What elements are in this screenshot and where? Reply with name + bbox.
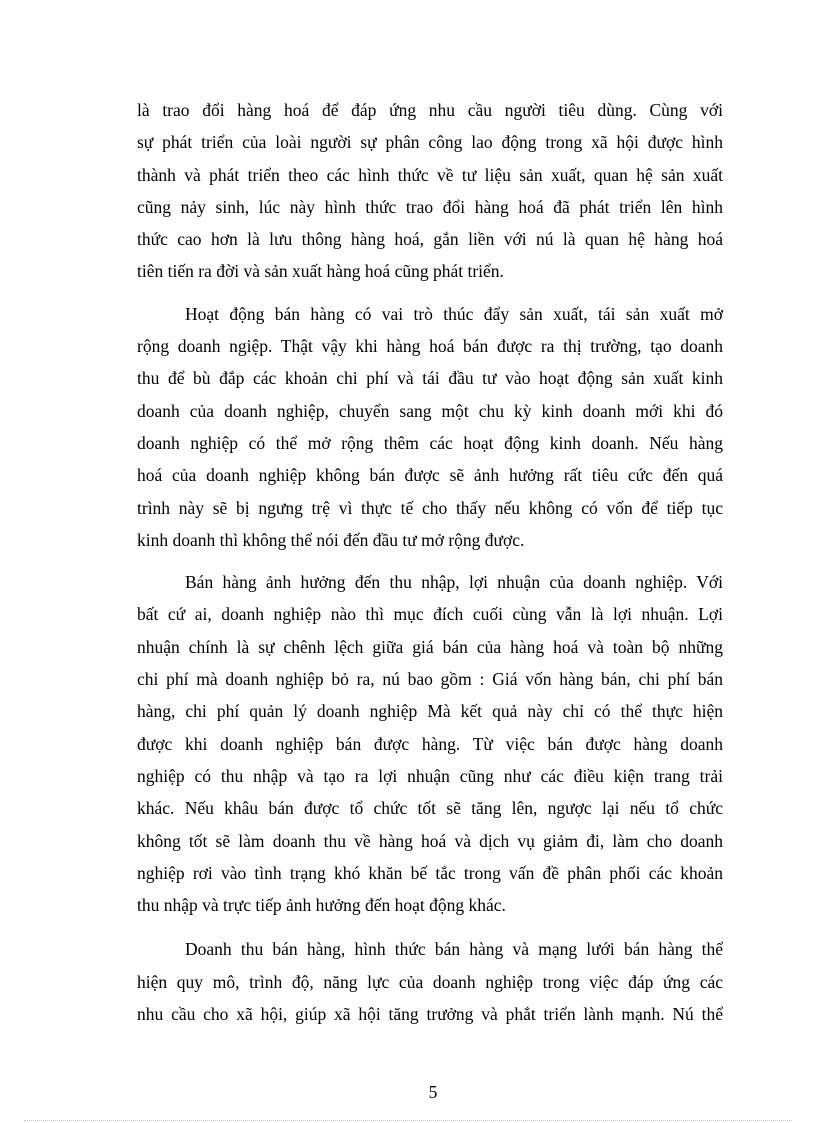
text-line: kinh doanh thì không thể nói đến đầu tư mở rộng được. [137, 529, 525, 550]
paragraph-1 [137, 94, 723, 288]
text-line: rộng doanh ngiệp. Thật vậy khi hàng hoá bán được ra thị trường, tạo doanh [137, 336, 723, 357]
text-line: nhu cầu cho xã hội, giúp xã hội tăng trưởng và phắt triển lành mạnh. Nú thể [137, 1004, 723, 1025]
text-line: hoá của doanh nghiệp không bán được sẽ ảnh hưởng rất tiêu cức đến quá [137, 465, 723, 486]
text-line: doanh nghiệp có thể mở rộng thêm các hoạt động kinh doanh. Nếu hàng [137, 432, 723, 453]
text-line: trình này sẽ bị ngưng trệ vì thực tế cho thấy nếu không có vốn để tiếp tục [137, 497, 723, 518]
text-line: thu để bù đắp các khoản chi phí và tái đầu tư vào hoạt động sản xuất kinh [137, 368, 723, 389]
paragraph-2 [137, 298, 723, 556]
page-break-divider [24, 1120, 792, 1121]
text-line: Hoạt động bán hàng có vai trò thúc đẩy sản xuất, tái sản xuất mở [185, 303, 723, 324]
text-line: bất cứ ai, doanh nghiệp nào thì mục đích cuối cùng vẫn là lợi nhuận. Lợi [137, 604, 723, 625]
text-line: chi phí mà doanh nghiệp bỏ ra, nú bao gồm : Giá vốn hàng bán, chi phí bán [137, 669, 723, 690]
text-line: thành và phát triển theo các hình thức về tư liệu sản xuất, quan hệ sản xuất [137, 164, 723, 185]
text-line: Doanh thu bán hàng, hình thức bán hàng và mạng lưới bán hàng thể [185, 939, 723, 960]
text-line: tiên tiến ra đời và sản xuất hàng hoá cũng phát triển. [137, 261, 504, 282]
text-line: Bán hàng ảnh hưởng đến thu nhập, lợi nhuận của doanh nghiệp. Với [185, 572, 723, 593]
text-line: nhuận chính là sự chênh lệch giữa giá bán của hàng hoá và toàn bộ những [137, 636, 723, 657]
text-line: hàng, chi phí quản lý doanh nghiệp Mà kết quả này chỉ có thể thực hiện [137, 701, 723, 722]
text-line: khác. Nếu khâu bán được tổ chức tốt sẽ tăng lên, ngược lại nếu tổ chức [137, 798, 723, 819]
text-line: không tốt sẽ làm doanh thu về hàng hoá và dịch vụ giảm đi, làm cho doanh [137, 830, 723, 851]
text-line: nghiệp có thu nhập và tạo ra lợi nhuận cũng như các điều kiện trang trải [137, 765, 723, 786]
body-text [137, 94, 723, 1030]
text-line: nghiệp rơi vào tình trạng khó khăn bế tắc trong vấn đề phân phối các khoản [137, 862, 723, 883]
page-number: 5 [428, 1082, 438, 1102]
text-line: sự phát triển của loài người sự phân công lao động trong xã hội được hình [137, 132, 723, 153]
paragraph-4 [137, 933, 723, 1030]
text-line: hiện quy mô, trình độ, năng lực của doanh nghiệp trong việc đáp ứng các [137, 971, 723, 992]
text-line: doanh của doanh nghiệp, chuyển sang một chu kỳ kinh doanh mới khi đó [137, 400, 723, 421]
text-line: được khi doanh nghiệp bán được hàng. Từ việc bán được hàng doanh [137, 733, 723, 754]
text-line: là trao đổi hàng hoá để đáp ứng nhu cầu người tiêu dùng. Cùng với [137, 100, 723, 120]
text-line: cũng nảy sinh, lúc này hình thức trao đổi hàng hoá đã phát triển lên hình [137, 196, 723, 217]
text-line: thức cao hơn là lưu thông hàng hoá, gắn liền với nú là quan hệ hàng hoá [137, 229, 723, 250]
paragraph-3 [137, 566, 723, 921]
text-line: thu nhập và trực tiếp ảnh hưởng đến hoạt động khác. [137, 895, 506, 916]
